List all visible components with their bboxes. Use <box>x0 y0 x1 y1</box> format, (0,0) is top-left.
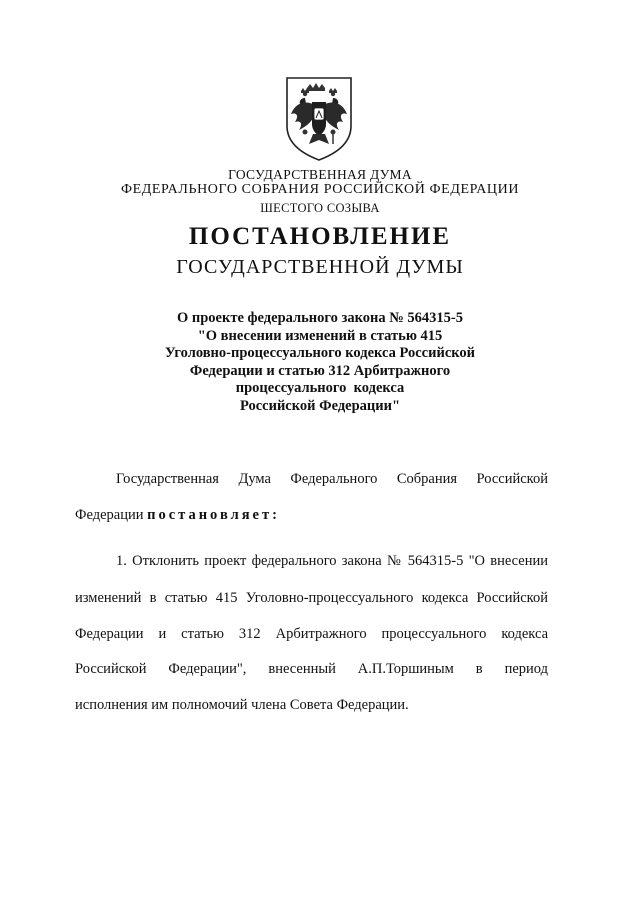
subject-line: О проекте федерального закона № 564315-5 <box>176 310 464 326</box>
decision-item-line: 1. Отклонить проект федерального закона № 564315-5 "О внесении <box>116 553 548 569</box>
subject-line: Российской Федерации" <box>239 397 401 414</box>
org-name-line-1: ГОСУДАРСТВЕННАЯ ДУМА <box>228 167 412 182</box>
decision-item-line: изменений в статью 415 Уголовно-процессуального кодекса Российской <box>75 590 548 606</box>
org-name-line-2: ФЕДЕРАЛЬНОГО СОБРАНИЯ РОССИЙСКОЙ ФЕДЕРАЦИИ <box>120 182 520 197</box>
preamble-subject: Федерации <box>75 507 144 523</box>
preamble-line <box>75 506 548 524</box>
subject-line: Уголовно-процессуального кодекса Российской <box>164 345 476 361</box>
preamble-line: Государственная Дума Федерального Собрания Российской <box>116 471 548 487</box>
document-title: ПОСТАНОВЛЕНИЕ <box>188 223 452 250</box>
document-subtitle: ГОСУДАРСТВЕННОЙ ДУМЫ <box>176 256 464 278</box>
subject-line: "О внесении изменений в статью 415 <box>197 327 443 344</box>
decree-verb: постановляет: <box>147 507 280 523</box>
decision-item-line: исполнения им полномочий члена Совета Федерации. <box>75 697 409 713</box>
russian-coat-of-arms-icon <box>283 74 355 162</box>
convocation-line: ШЕСТОГО СОЗЫВА <box>260 201 380 215</box>
decision-item-line: Федерации и статью 312 Арбитражного процессуального кодекса <box>75 626 548 642</box>
subject-line: процессуального кодекса <box>235 380 405 396</box>
decision-item-line: Российской Федерации", внесенный А.П.Торшиным в период <box>75 661 548 677</box>
document-subject <box>0 310 640 415</box>
subject-line: Федерации и статью 312 Арбитражного <box>189 362 451 379</box>
